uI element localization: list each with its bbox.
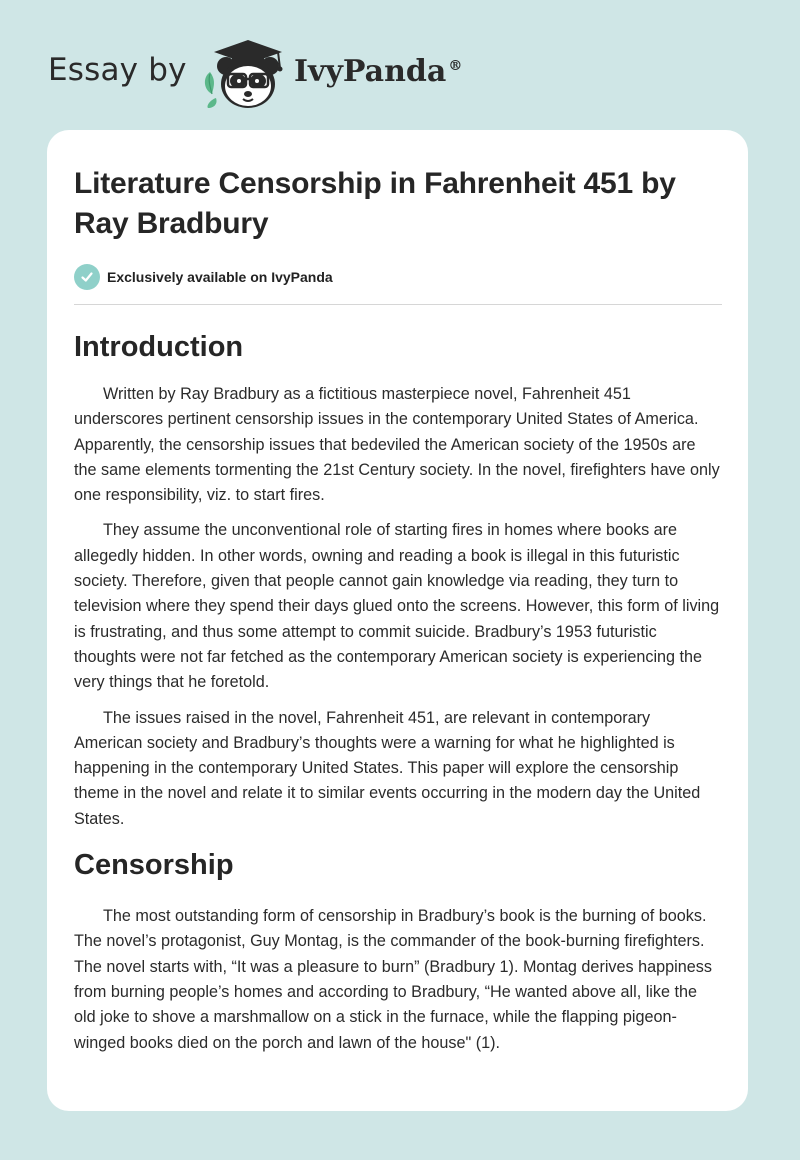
exclusive-badge — [74, 264, 722, 290]
divider — [74, 304, 722, 305]
section-heading: Censorship — [74, 849, 234, 882]
section-heading: Introduction — [74, 331, 244, 363]
brand-header[interactable] — [48, 34, 508, 112]
paragraph: Written by Ray Bradbury as a fictitious masterpiece novel, Fahrenheit 451 underscores pertinent censorship issues in the contemporary United States of America. Apparently, the censorship issues that bedeviled the American society of the 1950s are the same elements tormenting the 21st Century society. In the novel, firefighters have only one responsibility, viz. to start fires. — [74, 385, 720, 505]
check-icon — [74, 264, 100, 290]
essay-card — [47, 130, 748, 1111]
page-title: Literature Censorship in Fahrenheit 451 by Ray Bradbury — [74, 167, 676, 240]
brand-prefix: Essay by — [48, 52, 187, 88]
badge-text: Exclusively available on IvyPanda — [107, 269, 333, 285]
paragraph: The most outstanding form of censorship in Bradbury’s book is the burning of books. The novel’s protagonist, Guy Montag, is the commander of the book-burning firefighters. The novel starts with, “It was a pleasure to burn” (Bradbury 1). Montag derives happiness from burning people’s homes and according to Bradbury, “He wanted above all, like the old joke to shove a marshmallow on a stick in the furnace, while the flapping pigeon-winged books died on the porch and lawn of the house" (1). — [74, 907, 712, 1052]
paragraph: They assume the unconventional role of starting fires in homes where books are allegedly hidden. In other words, owning and reading a book is illegal in this futuristic society. Therefore, given that people cannot gain knowledge via reading, they turn to television where they spend their days glued onto the screens. However, this form of living is frustrating, and thus some attempt to commit suicide. Bradbury’s 1953 futuristic thoughts were not far fetched as the contemporary American society is experiencing the very things that he foretold. — [74, 521, 720, 692]
panda-logo-icon — [200, 34, 296, 110]
section-introduction — [74, 330, 722, 832]
paragraph: The issues raised in the novel, Fahrenheit 451, are relevant in contemporary American society and Bradbury’s thoughts were a warning for what he highlighted is happening in the contemporary United States. This paper will explore the censorship theme in the novel and relate it to similar events occurring in the modern day the United States. — [74, 708, 701, 828]
brand-name: IvyPanda ® — [294, 54, 463, 89]
section-censorship — [74, 848, 722, 1056]
